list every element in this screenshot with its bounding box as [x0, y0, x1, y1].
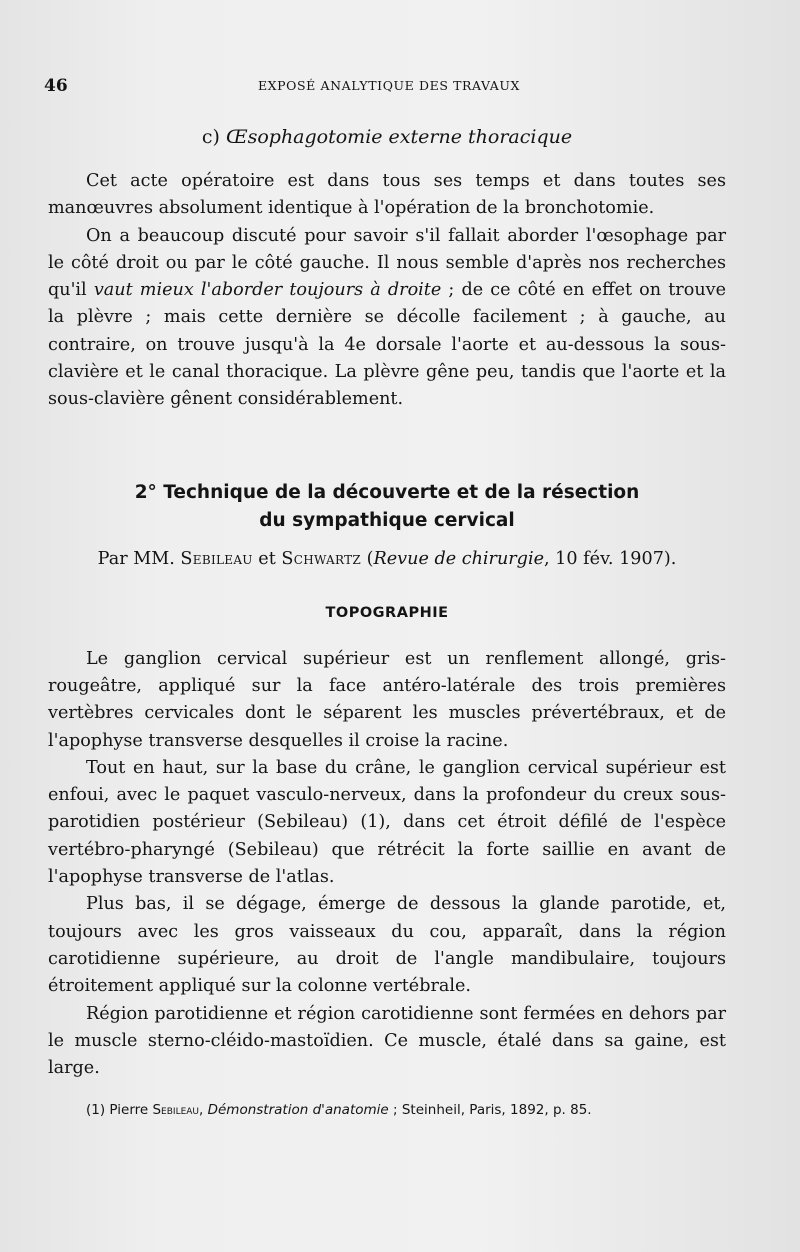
citation-prefix: Par MM.	[97, 548, 181, 569]
paragraph: Plus bas, il se dégage, émerge de dessous la glande parotide, et, toujours avec les gros vaisseaux du cou, apparaît, dans la région carotidienne supérieure, au droit de l'angle mandibulaire, toujours étroitement appliqué sur la colonne vertébrale.	[48, 894, 726, 997]
section-title-line: du sympathique cervical	[259, 509, 515, 531]
citation-line	[48, 549, 726, 569]
subheading: TOPOGRAPHIE	[325, 604, 449, 621]
running-title: EXPOSÉ ANALYTIQUE DES TRAVAUX	[257, 78, 521, 93]
footnote-separator: ,	[199, 1102, 208, 1118]
page-body	[48, 126, 726, 1082]
citation-date: , 10 fév. 1907).	[543, 548, 677, 569]
section-title	[48, 479, 726, 535]
footnote-author: Sebileau	[152, 1102, 200, 1118]
footnote	[86, 1102, 726, 1118]
paragraph-text: On a beaucoup discuté pour savoir s'il fallait aborder l'œsophage par le côté droit ou par le côté gauche. Il nous semble d'après nos recherches qu'il	[48, 225, 726, 301]
subsection-title	[48, 126, 726, 148]
footnote-title: Démonstration d'anatomie	[207, 1102, 389, 1118]
subsection-prefix: c)	[201, 126, 226, 148]
paragraph: Région parotidienne et région carotidienne sont fermées en dehors par le muscle sterno-cléido-mastoïdien. Ce muscle, étalé dans sa gaine, est large.	[48, 1003, 726, 1079]
footnote-prefix: (1) Pierre	[86, 1102, 153, 1118]
journal-title: Revue de chirurgie	[373, 548, 544, 569]
paragraph: Cet acte opératoire est dans tous ses temps et dans toutes ses manœuvres absolument identique à l'opération de la bronchotomie.	[48, 171, 726, 219]
page-header	[44, 76, 734, 100]
footnote-rest: ; Steinheil, Paris, 1892, p. 85.	[388, 1102, 592, 1118]
section-title-line: 2° Technique de la découverte et de la résection	[134, 481, 640, 503]
paragraph-emphasis: vaut mieux l'aborder toujours à droite	[93, 280, 442, 301]
page-number: 46	[44, 76, 68, 96]
paragraph-text: ; de ce côté en effet on trouve la plèvre ; mais cette dernière se décolle facilement ; à gauche, au contraire, on trouve jusqu'à la 4e dorsale l'aorte et au-dessous la sous-clavière et le canal thoracique. La plèvre gêne peu, tandis que l'aorte et la sous-clavière gênent considérablement.	[48, 280, 726, 410]
paragraph	[48, 223, 726, 414]
author-name: Schwartz	[281, 548, 362, 569]
citation-paren: (	[361, 548, 374, 569]
paragraph: Le ganglion cervical supérieur est un renflement allongé, gris-rougeâtre, appliqué sur la face antéro-latérale des trois premières vertèbres cervicales dont le séparent les muscles prévertébraux, et de l'apophyse transverse desquelles il croise la racine.	[48, 648, 726, 751]
subsection-title-text: Œsophagotomie externe thoracique	[225, 126, 573, 148]
citation-conjunction: et	[252, 548, 282, 569]
author-name: Sebileau	[180, 548, 253, 569]
paragraph: Tout en haut, sur la base du crâne, le ganglion cervical supérieur est enfoui, avec le paquet vasculo-nerveux, dans la profondeur du creux sous-parotidien postérieur (Sebileau) (1), dans cet étroit défilé de l'espèce vertébro-pharyngé (Sebileau) que rétrécit la forte saillie en avant de l'apophyse transverse de l'atlas.	[48, 757, 726, 888]
